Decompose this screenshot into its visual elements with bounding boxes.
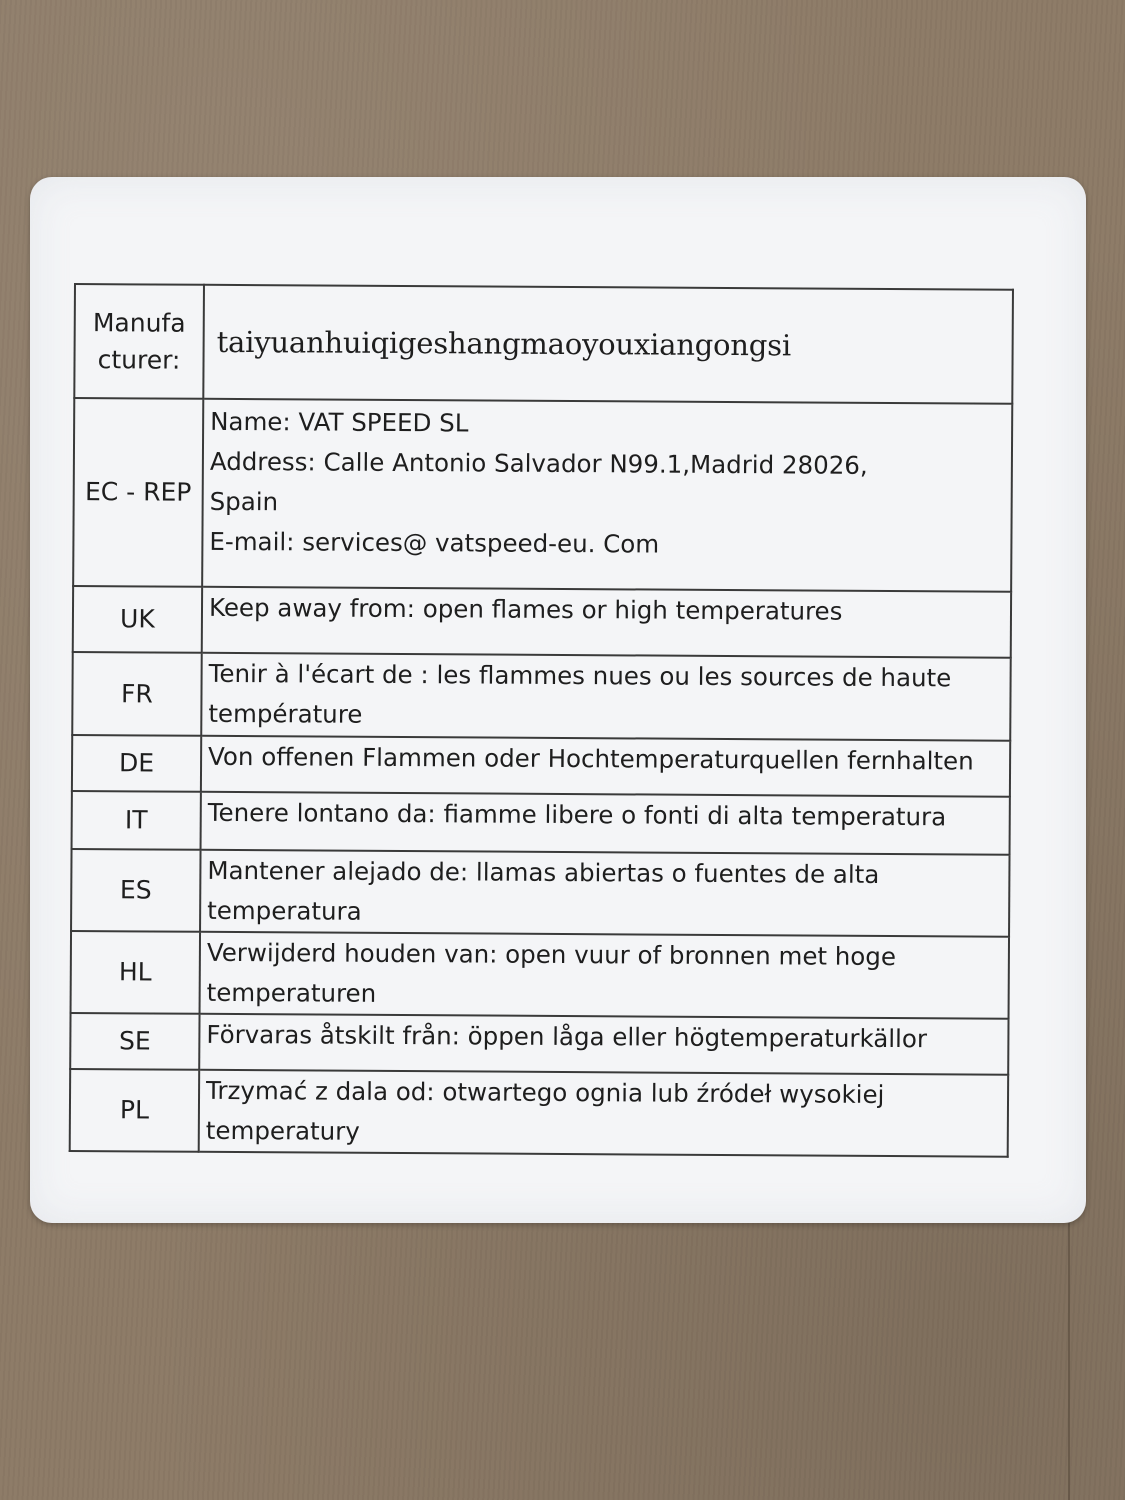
language-code-es: ES [71, 849, 200, 932]
warning-text-uk: Keep away from: open flames or high temperatures [202, 587, 1011, 658]
warning-row-uk [73, 586, 1011, 658]
manufacturer-label: Manufa cturer: [74, 284, 204, 399]
ec-rep-address-line2: Spain [209, 486, 279, 517]
language-code-hl: HL [71, 931, 200, 1014]
warning-row-hl [71, 931, 1009, 1019]
warning-text-es: Mantener alejado de: llamas abiertas o fuentes de alta temperatura [200, 850, 1009, 937]
label-sticker [30, 177, 1086, 1223]
info-table [69, 283, 1014, 1158]
ec-rep-label: EC - REP [73, 398, 203, 587]
language-code-it: IT [72, 791, 201, 850]
warning-text-it: Tenere lontano da: fiamme libere o fonti di alta temperatura [201, 792, 1010, 855]
cardboard-seam [1068, 1190, 1070, 1500]
ec-rep-details [202, 399, 1012, 592]
language-code-fr: FR [72, 652, 202, 736]
ec-rep-address-line1: Address: Calle Antonio Salvador N99.1,Madrid 28026, [209, 446, 868, 480]
warning-row-es [71, 849, 1009, 937]
ec-rep-row [73, 398, 1012, 592]
warning-text-pl: Trzymać z dala od: otwartego ognia lub źródeł wysokiej temperatury [199, 1070, 1008, 1157]
language-code-pl: PL [70, 1069, 199, 1152]
warning-row-se [70, 1013, 1008, 1075]
ec-rep-email: E-mail: services@ vatspeed-eu. Com [209, 526, 660, 559]
warning-text-hl: Verwijderd houden van: open vuur of bronnen met hoge temperaturen [200, 932, 1009, 1019]
warning-text-se: Förvaras åtskilt från: öppen låga eller högtemperaturkällor [199, 1014, 1008, 1075]
warning-row-fr [72, 652, 1010, 741]
warning-text-fr: Tenir à l'écart de : les flammes nues ou les sources de haute température [201, 653, 1010, 741]
warning-row-pl [70, 1069, 1008, 1157]
ec-rep-name: Name: VAT SPEED SL [210, 406, 469, 438]
manufacturer-row [74, 284, 1013, 404]
language-code-uk: UK [73, 586, 202, 653]
language-code-se: SE [70, 1013, 199, 1070]
language-code-de: DE [72, 735, 201, 792]
warning-text-de: Von offenen Flammen oder Hochtemperaturquellen fernhalten [201, 736, 1010, 797]
warning-row-de [72, 735, 1010, 797]
manufacturer-value: taiyuanhuiqigeshangmaoyouxiangongsi [203, 285, 1013, 404]
warning-row-it [72, 791, 1010, 855]
